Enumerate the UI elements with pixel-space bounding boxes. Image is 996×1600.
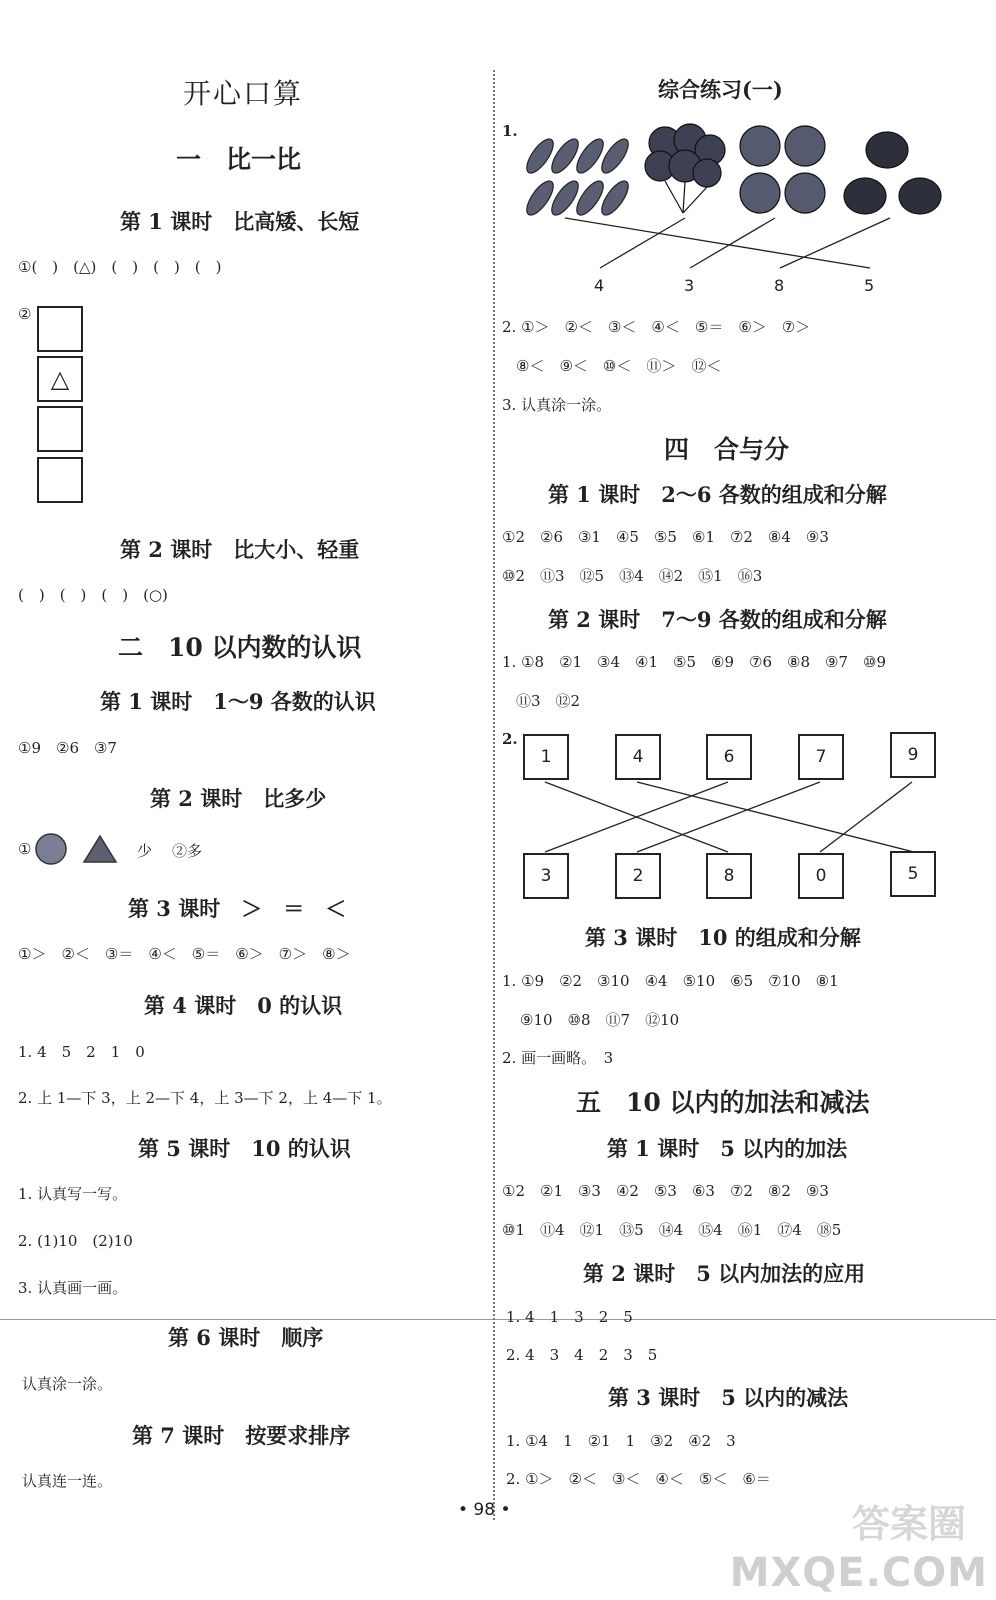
u4-lesson3-answer3: 2. 画一画略。 3 <box>502 1049 614 1067</box>
watermelon-icon <box>785 173 825 213</box>
circle-icon <box>36 834 66 864</box>
review-title: 综合练习(一) <box>658 77 783 102</box>
review-q3-line: 3. 认真涂一涂。 <box>502 396 612 414</box>
u4-lesson3-answer1: 1. ①9 ②2 ③10 ④4 ⑤10 ⑥5 ⑦10 ⑧1 <box>502 972 839 990</box>
u5-lesson2-answer2: 2. 4 3 4 2 3 5 <box>506 1346 658 1364</box>
lesson1-answer-line1: ①( ) (△) ( ) ( ) ( ) <box>18 258 222 276</box>
lesson2-answer-line: ( ) ( ) ( ) (○) <box>18 586 168 604</box>
watermark-logo: 答案圈 <box>851 1502 966 1546</box>
answer-box-triangle: △ <box>37 356 83 402</box>
bottom-number-box: 8 <box>706 853 752 899</box>
lesson2-title: 第 2 课时 比大小、轻重 <box>120 537 360 562</box>
u2-lesson5-answer1: 1. 认真写一写。 <box>18 1185 128 1203</box>
watermelon-icon <box>740 173 780 213</box>
u5-lesson3-title: 第 3 课时 5 以内的减法 <box>608 1385 849 1410</box>
tomato-icon <box>844 178 886 214</box>
matching-lines <box>565 218 890 268</box>
top-number-box: 9 <box>890 732 936 778</box>
balloons-icon <box>645 124 725 213</box>
u5-lesson2-answer1: 1. 4 1 3 2 5 <box>506 1308 633 1326</box>
bottom-number-box: 2 <box>615 853 661 899</box>
u4-lesson2-title: 第 2 课时 7～9 各数的组成和分解 <box>548 607 887 632</box>
match-number: 3 <box>684 276 695 295</box>
u2-lesson6-title: 第 6 课时 顺序 <box>168 1325 324 1350</box>
u4-lesson2-q2-label: 2. <box>502 730 518 748</box>
page-number: • 98 • <box>458 1500 511 1520</box>
u2-lesson3-title: 第 3 课时 ＞ ＝ ＜ <box>128 896 347 921</box>
column-divider <box>493 70 495 1520</box>
u2-lesson1-answer: ①9 ②6 ③7 <box>18 739 117 757</box>
u5-lesson2-title: 第 2 课时 5 以内加法的应用 <box>583 1261 866 1286</box>
u2-lesson4-title: 第 4 课时 0 的认识 <box>144 993 343 1018</box>
u2-lesson7-title: 第 7 课时 按要求排序 <box>132 1423 351 1448</box>
bottom-number-box: 3 <box>523 853 569 899</box>
watermelon-icon <box>740 126 780 166</box>
u2-lesson3-answer: ①＞ ②＜ ③＝ ④＜ ⑤＝ ⑥＞ ⑦＞ ⑧＞ <box>18 945 351 963</box>
u5-lesson3-answer2: 2. ①＞ ②＜ ③＜ ④＜ ⑤＜ ⑥＝ <box>506 1470 771 1488</box>
top-number-box: 7 <box>798 734 844 780</box>
review-q1-label: 1. <box>502 122 518 140</box>
u4-lesson1-answer2: ⑩2 ⑪3 ⑫5 ⑬4 ⑭2 ⑮1 ⑯3 <box>502 567 763 585</box>
u2-lesson4-answer1: 1. 4 5 2 1 0 <box>18 1043 145 1061</box>
u4-lesson3-answer2: ⑨10 ⑩8 ⑪7 ⑫10 <box>520 1011 680 1029</box>
tomato-icon <box>899 178 941 214</box>
u2-lesson5-answer3: 3. 认真画一画。 <box>18 1279 128 1297</box>
u2-lesson7-answer: 认真连一连。 <box>22 1472 113 1490</box>
bottom-number-box: 0 <box>798 853 844 899</box>
triangle-icon <box>84 836 116 862</box>
page-title: 开心口算 <box>183 77 304 110</box>
unit4-title: 四 合与分 <box>664 435 790 464</box>
u2-lesson2-text2: ②多 <box>172 842 203 860</box>
u4-lesson1-answer1: ①2 ②6 ③1 ④5 ⑤5 ⑥1 ⑦2 ⑧4 ⑨3 <box>502 528 829 546</box>
match-number: 5 <box>864 276 875 295</box>
top-number-box: 1 <box>523 734 569 780</box>
match-number: 8 <box>774 276 785 295</box>
unit2-title: 二 10 以内数的认识 <box>118 633 362 662</box>
bottom-number-box: 5 <box>890 851 936 897</box>
top-number-box: 4 <box>615 734 661 780</box>
u2-lesson5-title: 第 5 课时 10 的认识 <box>138 1136 351 1161</box>
review-q2-line1: 2. ①＞ ②＜ ③＜ ④＜ ⑤＝ ⑥＞ ⑦＞ <box>502 318 811 336</box>
u2-lesson5-answer2: 2. (1)10 (2)10 <box>18 1232 133 1250</box>
u5-lesson3-answer1: 1. ①4 1 ②1 1 ③2 ④2 3 <box>506 1432 736 1450</box>
u2-lesson1-title: 第 1 课时 1～9 各数的认识 <box>100 689 376 714</box>
u2-lesson2-text1: 少 <box>137 842 153 860</box>
u2-lesson2-title: 第 2 课时 比多少 <box>150 786 327 811</box>
u4-lesson1-title: 第 1 课时 2～6 各数的组成和分解 <box>548 482 887 507</box>
u2-lesson6-answer: 认真涂一涂。 <box>22 1375 113 1393</box>
u2-lesson4-answer2: 2. 上 1—下 3，上 2—下 4，上 3—下 2，上 4—下 1。 <box>18 1089 392 1107</box>
u4-lesson2-answer2: ⑪3 ⑫2 <box>516 692 581 710</box>
lesson1-title: 第 1 课时 比高矮、长短 <box>120 209 360 234</box>
u5-lesson1-answer2: ⑩1 ⑪4 ⑫1 ⑬5 ⑭4 ⑮4 ⑯1 ⑰4 ⑱5 <box>502 1221 842 1239</box>
answer-box <box>37 306 83 352</box>
lesson1-answer-label2: ② <box>18 305 32 323</box>
watermelon-icon <box>785 126 825 166</box>
review-q2-line2: ⑧＜ ⑨＜ ⑩＜ ⑪＞ ⑫＜ <box>516 357 722 375</box>
answer-box <box>37 457 83 503</box>
unit5-title: 五 10 以内的加法和减法 <box>576 1088 870 1117</box>
u4-lesson3-title: 第 3 课时 10 的组成和分解 <box>585 925 861 950</box>
watermark-url: MXQE.COM <box>729 1550 988 1596</box>
horizontal-divider <box>0 1319 996 1320</box>
circle-triangle-figure <box>34 832 134 866</box>
u5-lesson1-title: 第 1 课时 5 以内的加法 <box>607 1136 848 1161</box>
answer-box <box>37 406 83 452</box>
matching-figure <box>515 118 955 303</box>
unit1-title: 一 比一比 <box>176 145 302 174</box>
u4-lesson2-answer1: 1. ①8 ②1 ③4 ④1 ⑤5 ⑥9 ⑦6 ⑧8 ⑨7 ⑩9 <box>502 653 886 671</box>
top-number-box: 6 <box>706 734 752 780</box>
u5-lesson1-answer1: ①2 ②1 ③3 ④2 ⑤3 ⑥3 ⑦2 ⑧2 ⑨3 <box>502 1182 829 1200</box>
tomato-icon <box>866 132 908 168</box>
match-number: 4 <box>594 276 605 295</box>
u2-lesson2-prefix: ① <box>18 840 32 858</box>
